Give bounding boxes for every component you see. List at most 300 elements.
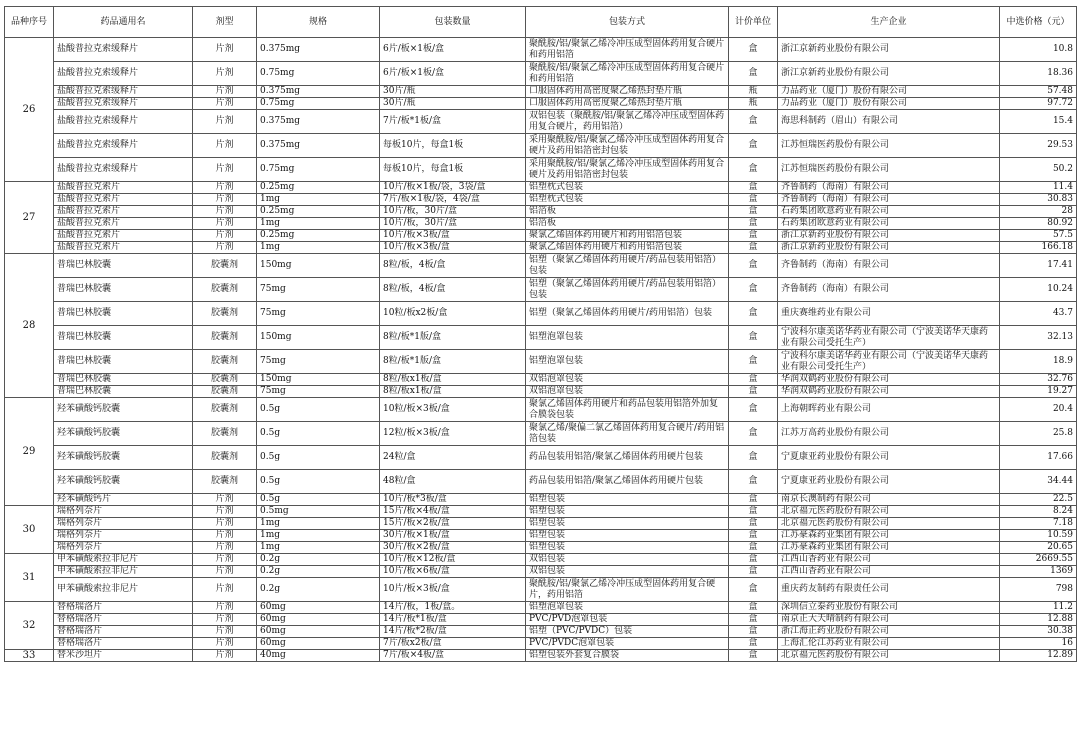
- spec-cell: 60mg: [257, 614, 380, 626]
- packaging-cell: 聚酰胺/铝/聚氯乙烯冷冲压成型固体药用复合硬片和药用铝箔: [526, 38, 729, 62]
- price-cell: 30.38: [1000, 626, 1077, 638]
- table-row: [5, 98, 1077, 110]
- quantity-cell: 14片/板*2板/盒: [380, 626, 526, 638]
- spec-cell: 1mg: [257, 218, 380, 230]
- quantity-cell: 6片/板×1板/盒: [380, 38, 526, 62]
- manufacturer-cell: 上海朝晖药业有限公司: [778, 398, 1000, 422]
- header-seq: 品种序号: [5, 7, 54, 38]
- price-cell: 18.36: [1000, 62, 1077, 86]
- drug-name-cell: 盐酸普拉克索缓释片: [54, 62, 193, 86]
- quantity-cell: 10片/板×6板/盒: [380, 566, 526, 578]
- seq-cell: 31: [5, 554, 54, 602]
- table-row: [5, 350, 1077, 374]
- quantity-cell: 30片/瓶: [380, 86, 526, 98]
- table-row: [5, 542, 1077, 554]
- manufacturer-cell: 江苏万高药业股份有限公司: [778, 422, 1000, 446]
- packaging-cell: 双铝包装: [526, 554, 729, 566]
- quantity-cell: 10片/板×12板/盒: [380, 554, 526, 566]
- spec-cell: 0.5mg: [257, 506, 380, 518]
- quantity-cell: 30片/板×2板/盒: [380, 542, 526, 554]
- manufacturer-cell: 宁夏康亚药业股份有限公司: [778, 470, 1000, 494]
- dosage-form-cell: 片剂: [193, 218, 257, 230]
- packaging-cell: 铝塑包装: [526, 530, 729, 542]
- price-cell: 12.88: [1000, 614, 1077, 626]
- dosage-form-cell: 片剂: [193, 182, 257, 194]
- packaging-cell: 铝塑包装: [526, 494, 729, 506]
- price-cell: 17.41: [1000, 254, 1077, 278]
- unit-cell: 盒: [729, 398, 778, 422]
- manufacturer-cell: 浙江京新药业股份有限公司: [778, 230, 1000, 242]
- manufacturer-cell: 南京长澳制药有限公司: [778, 494, 1000, 506]
- drug-name-cell: 甲苯磺酸索拉非尼片: [54, 554, 193, 566]
- price-cell: 25.8: [1000, 422, 1077, 446]
- table-row: [5, 38, 1077, 62]
- table-row: [5, 158, 1077, 182]
- packaging-cell: 聚氯乙烯固体药用硬片和药用铝箔包装: [526, 242, 729, 254]
- header-price: 中选价格（元）: [1000, 7, 1077, 38]
- dosage-form-cell: 胶囊剂: [193, 374, 257, 386]
- dosage-form-cell: 片剂: [193, 242, 257, 254]
- quantity-cell: 10片/板，30片/盒: [380, 206, 526, 218]
- packaging-cell: 铝塑（聚氯乙烯固体药用硬片/药品包装用铝箔）包装: [526, 254, 729, 278]
- spec-cell: 0.75mg: [257, 98, 380, 110]
- price-cell: 12.89: [1000, 650, 1077, 662]
- manufacturer-cell: 浙江京新药业股份有限公司: [778, 62, 1000, 86]
- quantity-cell: 8粒/板，4板/盒: [380, 278, 526, 302]
- quantity-cell: 8粒/板x1板/盒: [380, 374, 526, 386]
- unit-cell: 盒: [729, 302, 778, 326]
- unit-cell: 盒: [729, 326, 778, 350]
- price-cell: 10.24: [1000, 278, 1077, 302]
- packaging-cell: 铝塑泡罩包装: [526, 350, 729, 374]
- packaging-cell: 药品包装用铝箔/聚氯乙烯固体药用硬片包装: [526, 446, 729, 470]
- unit-cell: 盒: [729, 470, 778, 494]
- unit-cell: 盒: [729, 638, 778, 650]
- header-manufacturer: 生产企业: [778, 7, 1000, 38]
- manufacturer-cell: 北京福元医药股份有限公司: [778, 506, 1000, 518]
- drug-name-cell: 瑞格列奈片: [54, 518, 193, 530]
- unit-cell: 盒: [729, 110, 778, 134]
- quantity-cell: 8粒/板*1版/盒: [380, 350, 526, 374]
- manufacturer-cell: 力品药业（厦门）股份有限公司: [778, 86, 1000, 98]
- quantity-cell: 10粒/板×3板/盒: [380, 398, 526, 422]
- spec-cell: 0.25mg: [257, 206, 380, 218]
- table-row: [5, 218, 1077, 230]
- price-cell: 10.59: [1000, 530, 1077, 542]
- unit-cell: 盒: [729, 422, 778, 446]
- dosage-form-cell: 片剂: [193, 578, 257, 602]
- price-cell: 19.27: [1000, 386, 1077, 398]
- spec-cell: 0.25mg: [257, 230, 380, 242]
- drug-name-cell: 羟苯磺酸钙胶囊: [54, 470, 193, 494]
- packaging-cell: 铝塑包装: [526, 542, 729, 554]
- quantity-cell: 6片/板×1板/盒: [380, 62, 526, 86]
- price-cell: 20.4: [1000, 398, 1077, 422]
- table-row: [5, 446, 1077, 470]
- manufacturer-cell: 力品药业（厦门）股份有限公司: [778, 98, 1000, 110]
- packaging-cell: 聚氯乙烯固体药用硬片和药用铝箔包装: [526, 230, 729, 242]
- spec-cell: 60mg: [257, 602, 380, 614]
- dosage-form-cell: 片剂: [193, 506, 257, 518]
- price-cell: 16: [1000, 638, 1077, 650]
- packaging-cell: 采用聚酰胺/铝/聚氯乙烯冷冲压成型固体药用复合硬片及药用铝箔密封包装: [526, 134, 729, 158]
- dosage-form-cell: 片剂: [193, 566, 257, 578]
- packaging-cell: 铝塑包装外套复合膜袋: [526, 650, 729, 662]
- packaging-cell: 铝箔板: [526, 206, 729, 218]
- unit-cell: 盒: [729, 194, 778, 206]
- seq-cell: 26: [5, 38, 54, 182]
- quantity-cell: 15片/板×2板/盒: [380, 518, 526, 530]
- table-header-row: [5, 7, 1077, 38]
- drug-name-cell: 瑞格列奈片: [54, 506, 193, 518]
- drug-name-cell: 替米沙坦片: [54, 650, 193, 662]
- drug-name-cell: 盐酸普拉克索缓释片: [54, 98, 193, 110]
- packaging-cell: 铝塑包装: [526, 506, 729, 518]
- manufacturer-cell: 江苏恒瑞医药股份有限公司: [778, 134, 1000, 158]
- spec-cell: 75mg: [257, 278, 380, 302]
- packaging-cell: 双铝泡罩包装: [526, 386, 729, 398]
- spec-cell: 0.5g: [257, 470, 380, 494]
- table-row: [5, 242, 1077, 254]
- dosage-form-cell: 胶囊剂: [193, 422, 257, 446]
- drug-name-cell: 普瑞巴林胶囊: [54, 278, 193, 302]
- drug-name-cell: 盐酸普拉克索片: [54, 182, 193, 194]
- manufacturer-cell: 宁波科尔康美诺华药业有限公司（宁波美诺华天康药业有限公司受托生产）: [778, 326, 1000, 350]
- table-row: [5, 650, 1077, 662]
- quantity-cell: 7片/板*1板/盒: [380, 110, 526, 134]
- spec-cell: 0.2g: [257, 566, 380, 578]
- quantity-cell: 8粒/板x1板/盒: [380, 386, 526, 398]
- unit-cell: 盒: [729, 386, 778, 398]
- drug-name-cell: 普瑞巴林胶囊: [54, 386, 193, 398]
- table-row: [5, 626, 1077, 638]
- spec-cell: 0.2g: [257, 554, 380, 566]
- table-row: [5, 230, 1077, 242]
- drug-name-cell: 甲苯磺酸索拉非尼片: [54, 578, 193, 602]
- quantity-cell: 10片/板×3板/盒: [380, 578, 526, 602]
- unit-cell: 盒: [729, 626, 778, 638]
- price-cell: 798: [1000, 578, 1077, 602]
- dosage-form-cell: 片剂: [193, 518, 257, 530]
- spec-cell: 75mg: [257, 386, 380, 398]
- price-cell: 8.24: [1000, 506, 1077, 518]
- quantity-cell: 10片/板×3板/盒: [380, 230, 526, 242]
- drug-name-cell: 瑞格列奈片: [54, 530, 193, 542]
- dosage-form-cell: 片剂: [193, 638, 257, 650]
- spec-cell: 0.375mg: [257, 110, 380, 134]
- price-cell: 30.83: [1000, 194, 1077, 206]
- drug-name-cell: 普瑞巴林胶囊: [54, 302, 193, 326]
- price-cell: 17.66: [1000, 446, 1077, 470]
- quantity-cell: 7片/板×1板/袋，4袋/盒: [380, 194, 526, 206]
- quantity-cell: 10粒/板x2板/盒: [380, 302, 526, 326]
- manufacturer-cell: 南京正大天晴制药有限公司: [778, 614, 1000, 626]
- unit-cell: 盒: [729, 242, 778, 254]
- price-cell: 18.9: [1000, 350, 1077, 374]
- quantity-cell: 10片/板，30片/盒: [380, 218, 526, 230]
- packaging-cell: 铝塑枕式包装: [526, 194, 729, 206]
- manufacturer-cell: 齐鲁制药（海南）有限公司: [778, 254, 1000, 278]
- drug-name-cell: 盐酸普拉克索缓释片: [54, 158, 193, 182]
- manufacturer-cell: 北京福元医药股份有限公司: [778, 518, 1000, 530]
- packaging-cell: 铝塑（PVC/PVDC）包装: [526, 626, 729, 638]
- spec-cell: 0.25mg: [257, 182, 380, 194]
- spec-cell: 1mg: [257, 194, 380, 206]
- dosage-form-cell: 胶囊剂: [193, 398, 257, 422]
- packaging-cell: PVC/PVD泡罩包装: [526, 614, 729, 626]
- drug-name-cell: 甲苯磺酸索拉非尼片: [54, 566, 193, 578]
- unit-cell: 盒: [729, 158, 778, 182]
- dosage-form-cell: 片剂: [193, 230, 257, 242]
- manufacturer-cell: 齐鲁制药（海南）有限公司: [778, 182, 1000, 194]
- spec-cell: 1mg: [257, 242, 380, 254]
- header-drug-name: 药品通用名: [54, 7, 193, 38]
- packaging-cell: 铝箔板: [526, 218, 729, 230]
- drug-name-cell: 替格瑞洛片: [54, 614, 193, 626]
- table-row: [5, 134, 1077, 158]
- unit-cell: 盒: [729, 374, 778, 386]
- manufacturer-cell: 宁波科尔康美诺华药业有限公司（宁波美诺华天康药业有限公司受托生产）: [778, 350, 1000, 374]
- unit-cell: 瓶: [729, 86, 778, 98]
- unit-cell: 盒: [729, 350, 778, 374]
- manufacturer-cell: 华润双鹤药业股份有限公司: [778, 374, 1000, 386]
- drug-name-cell: 替格瑞洛片: [54, 626, 193, 638]
- price-cell: 32.13: [1000, 326, 1077, 350]
- table-row: [5, 254, 1077, 278]
- quantity-cell: 14片/板*1板/盒: [380, 614, 526, 626]
- seq-cell: 30: [5, 506, 54, 554]
- unit-cell: 盒: [729, 494, 778, 506]
- spec-cell: 150mg: [257, 254, 380, 278]
- manufacturer-cell: 浙江京新药业股份有限公司: [778, 38, 1000, 62]
- price-cell: 11.2: [1000, 602, 1077, 614]
- manufacturer-cell: 北京福元医药股份有限公司: [778, 650, 1000, 662]
- dosage-form-cell: 片剂: [193, 38, 257, 62]
- table-row: [5, 422, 1077, 446]
- quantity-cell: 10片/板×3板/盒: [380, 242, 526, 254]
- drug-name-cell: 盐酸普拉克索缓释片: [54, 110, 193, 134]
- packaging-cell: 药品包装用铝箔/聚氯乙烯固体药用硬片包装: [526, 470, 729, 494]
- document-page: [4, 6, 1076, 662]
- manufacturer-cell: 海思科制药（眉山）有限公司: [778, 110, 1000, 134]
- drug-name-cell: 替格瑞洛片: [54, 638, 193, 650]
- spec-cell: 150mg: [257, 326, 380, 350]
- spec-cell: 75mg: [257, 350, 380, 374]
- table-row: [5, 194, 1077, 206]
- manufacturer-cell: 江西山香药业有限公司: [778, 566, 1000, 578]
- manufacturer-cell: 浙江海正药业股份有限公司: [778, 626, 1000, 638]
- manufacturer-cell: 重庆药友制药有限责任公司: [778, 578, 1000, 602]
- table-row: [5, 110, 1077, 134]
- manufacturer-cell: 华润双鹤药业股份有限公司: [778, 386, 1000, 398]
- dosage-form-cell: 片剂: [193, 110, 257, 134]
- drug-name-cell: 盐酸普拉克索片: [54, 206, 193, 218]
- packaging-cell: 双铝泡罩包装: [526, 374, 729, 386]
- spec-cell: 0.5g: [257, 446, 380, 470]
- dosage-form-cell: 片剂: [193, 602, 257, 614]
- seq-cell: 28: [5, 254, 54, 398]
- spec-cell: 1mg: [257, 530, 380, 542]
- spec-cell: 0.2g: [257, 578, 380, 602]
- unit-cell: 盒: [729, 554, 778, 566]
- packaging-cell: 铝塑包装: [526, 518, 729, 530]
- spec-cell: 0.5g: [257, 422, 380, 446]
- manufacturer-cell: 江苏恒瑞医药股份有限公司: [778, 158, 1000, 182]
- drug-name-cell: 普瑞巴林胶囊: [54, 254, 193, 278]
- drug-name-cell: 替格瑞洛片: [54, 602, 193, 614]
- quantity-cell: 8粒/板，4板/盒: [380, 254, 526, 278]
- dosage-form-cell: 片剂: [193, 158, 257, 182]
- packaging-cell: 铝塑枕式包装: [526, 182, 729, 194]
- quantity-cell: 10片/板×1板/袋，3袋/盒: [380, 182, 526, 194]
- unit-cell: 盒: [729, 62, 778, 86]
- packaging-cell: 铝塑（聚氯乙烯固体药用硬片/药品包装用铝箔）包装: [526, 278, 729, 302]
- table-row: [5, 602, 1077, 614]
- table-row: [5, 278, 1077, 302]
- price-cell: 57.48: [1000, 86, 1077, 98]
- dosage-form-cell: 片剂: [193, 98, 257, 110]
- table-row: [5, 398, 1077, 422]
- procurement-price-table: [4, 6, 1077, 662]
- price-cell: 80.92: [1000, 218, 1077, 230]
- quantity-cell: 7片/板x2板/盒: [380, 638, 526, 650]
- packaging-cell: 口服固体药用高密度聚乙烯热封垫片瓶: [526, 86, 729, 98]
- unit-cell: 盒: [729, 218, 778, 230]
- price-cell: 29.53: [1000, 134, 1077, 158]
- header-packaging: 包装方式: [526, 7, 729, 38]
- dosage-form-cell: 胶囊剂: [193, 470, 257, 494]
- dosage-form-cell: 胶囊剂: [193, 350, 257, 374]
- dosage-form-cell: 片剂: [193, 554, 257, 566]
- drug-name-cell: 盐酸普拉克索片: [54, 194, 193, 206]
- seq-cell: 32: [5, 602, 54, 650]
- quantity-cell: 14片/板，1板/盒。: [380, 602, 526, 614]
- table-row: [5, 182, 1077, 194]
- quantity-cell: 24粒/盒: [380, 446, 526, 470]
- table-row: [5, 554, 1077, 566]
- manufacturer-cell: 石药集团欧意药业有限公司: [778, 206, 1000, 218]
- price-cell: 34.44: [1000, 470, 1077, 494]
- spec-cell: 1mg: [257, 542, 380, 554]
- spec-cell: 0.75mg: [257, 62, 380, 86]
- dosage-form-cell: 片剂: [193, 194, 257, 206]
- manufacturer-cell: 石药集团欧意药业有限公司: [778, 218, 1000, 230]
- unit-cell: 盒: [729, 650, 778, 662]
- table-row: [5, 62, 1077, 86]
- table-row: [5, 374, 1077, 386]
- table-row: [5, 614, 1077, 626]
- spec-cell: 0.5g: [257, 398, 380, 422]
- table-row: [5, 494, 1077, 506]
- unit-cell: 盒: [729, 602, 778, 614]
- packaging-cell: 双铝包装: [526, 566, 729, 578]
- unit-cell: 盒: [729, 446, 778, 470]
- table-body: [5, 38, 1077, 662]
- unit-cell: 盒: [729, 230, 778, 242]
- price-cell: 2669.55: [1000, 554, 1077, 566]
- drug-name-cell: 盐酸普拉克索片: [54, 242, 193, 254]
- spec-cell: 60mg: [257, 638, 380, 650]
- price-cell: 28: [1000, 206, 1077, 218]
- price-cell: 7.18: [1000, 518, 1077, 530]
- unit-cell: 盒: [729, 506, 778, 518]
- packaging-cell: 采用聚酰胺/铝/聚氯乙烯冷冲压成型固体药用复合硬片及药用铝箔密封包装: [526, 158, 729, 182]
- manufacturer-cell: 齐鲁制药（海南）有限公司: [778, 194, 1000, 206]
- price-cell: 166.18: [1000, 242, 1077, 254]
- unit-cell: 盒: [729, 578, 778, 602]
- manufacturer-cell: 深圳信立泰药业股份有限公司: [778, 602, 1000, 614]
- quantity-cell: 30片/板×1板/盒: [380, 530, 526, 542]
- spec-cell: 0.375mg: [257, 38, 380, 62]
- unit-cell: 盒: [729, 206, 778, 218]
- dosage-form-cell: 胶囊剂: [193, 278, 257, 302]
- manufacturer-cell: 齐鲁制药（海南）有限公司: [778, 278, 1000, 302]
- drug-name-cell: 盐酸普拉克索缓释片: [54, 134, 193, 158]
- table-row: [5, 566, 1077, 578]
- dosage-form-cell: 片剂: [193, 134, 257, 158]
- table-row: [5, 638, 1077, 650]
- drug-name-cell: 普瑞巴林胶囊: [54, 374, 193, 386]
- dosage-form-cell: 片剂: [193, 542, 257, 554]
- manufacturer-cell: 重庆赛维药业有限公司: [778, 302, 1000, 326]
- dosage-form-cell: 片剂: [193, 86, 257, 98]
- price-cell: 1369: [1000, 566, 1077, 578]
- unit-cell: 盒: [729, 38, 778, 62]
- unit-cell: 瓶: [729, 98, 778, 110]
- quantity-cell: 7片/板×4板/盒: [380, 650, 526, 662]
- seq-cell: 29: [5, 398, 54, 506]
- drug-name-cell: 盐酸普拉克索片: [54, 230, 193, 242]
- unit-cell: 盒: [729, 182, 778, 194]
- unit-cell: 盒: [729, 254, 778, 278]
- price-cell: 10.8: [1000, 38, 1077, 62]
- drug-name-cell: 瑞格列奈片: [54, 542, 193, 554]
- dosage-form-cell: 胶囊剂: [193, 326, 257, 350]
- packaging-cell: 口服固体药用高密度聚乙烯热封垫片瓶: [526, 98, 729, 110]
- quantity-cell: 12粒/板×3板/盒: [380, 422, 526, 446]
- dosage-form-cell: 片剂: [193, 62, 257, 86]
- seq-cell: 27: [5, 182, 54, 254]
- header-spec: 规格: [257, 7, 380, 38]
- packaging-cell: 铝塑（聚氯乙烯固体药用硬片/药用铝箔）包装: [526, 302, 729, 326]
- quantity-cell: 8粒/板*1版/盒: [380, 326, 526, 350]
- table-row: [5, 86, 1077, 98]
- price-cell: 57.5: [1000, 230, 1077, 242]
- price-cell: 15.4: [1000, 110, 1077, 134]
- price-cell: 50.2: [1000, 158, 1077, 182]
- dosage-form-cell: 片剂: [193, 626, 257, 638]
- dosage-form-cell: 片剂: [193, 530, 257, 542]
- unit-cell: 盒: [729, 566, 778, 578]
- spec-cell: 0.375mg: [257, 134, 380, 158]
- price-cell: 22.5: [1000, 494, 1077, 506]
- drug-name-cell: 盐酸普拉克索缓释片: [54, 38, 193, 62]
- unit-cell: 盒: [729, 518, 778, 530]
- price-cell: 11.4: [1000, 182, 1077, 194]
- spec-cell: 150mg: [257, 374, 380, 386]
- dosage-form-cell: 片剂: [193, 494, 257, 506]
- spec-cell: 40mg: [257, 650, 380, 662]
- quantity-cell: 每板10片，每盒1板: [380, 158, 526, 182]
- price-cell: 20.65: [1000, 542, 1077, 554]
- table-row: [5, 302, 1077, 326]
- quantity-cell: 10片/板*3板/盒: [380, 494, 526, 506]
- drug-name-cell: 盐酸普拉克索缓释片: [54, 86, 193, 98]
- table-row: [5, 206, 1077, 218]
- dosage-form-cell: 胶囊剂: [193, 386, 257, 398]
- spec-cell: 75mg: [257, 302, 380, 326]
- spec-cell: 0.5g: [257, 494, 380, 506]
